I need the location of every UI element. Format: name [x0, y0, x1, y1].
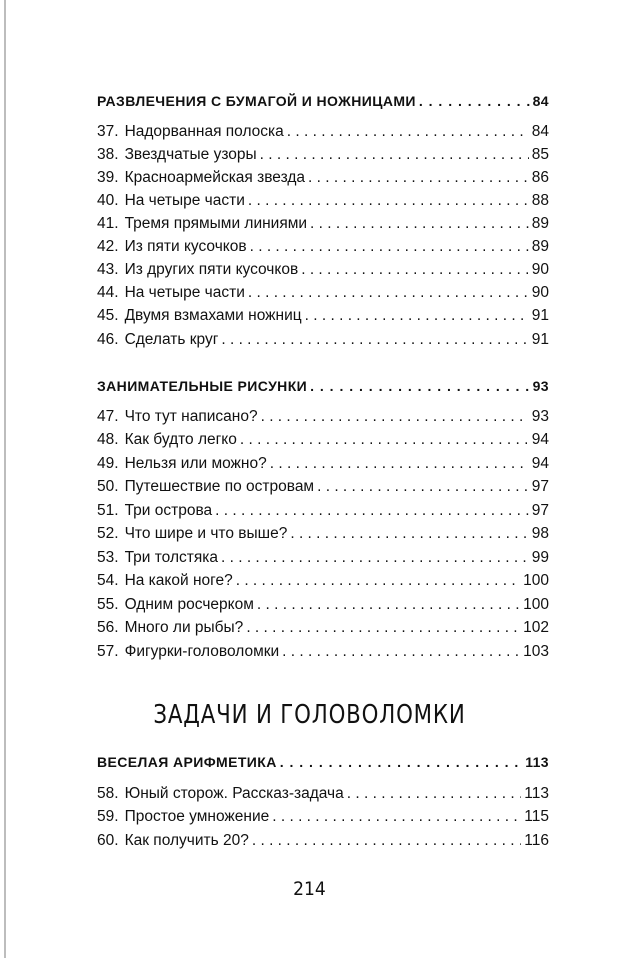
- leader-dots: [280, 753, 522, 771]
- page-number: 214: [293, 878, 326, 900]
- toc-entry[interactable]: [97, 211, 549, 233]
- entry-title: Нельзя или можно?: [124, 455, 267, 472]
- entry-number: 37.: [97, 123, 119, 140]
- leader-dots: [246, 619, 520, 637]
- toc-entry[interactable]: [97, 474, 549, 496]
- entry-page: 98: [531, 525, 549, 542]
- entry-title: Путешествие по островам: [124, 478, 315, 495]
- entry-title: Много ли рыбы?: [124, 619, 244, 636]
- entry-page: 91: [531, 331, 549, 348]
- entry-number: 42.: [97, 238, 119, 255]
- entry-number: 57.: [97, 643, 119, 660]
- section-title: ЗАНИМАТЕЛЬНЫЕ РИСУНКИ: [97, 378, 308, 394]
- entry-number: 41.: [97, 215, 119, 232]
- section-title: РАЗВЛЕЧЕНИЯ С БУМАГОЙ И НОЖНИЦАМИ: [97, 93, 416, 109]
- leader-dots: [270, 455, 529, 473]
- toc-entry[interactable]: [97, 615, 549, 637]
- entry-page: 113: [524, 785, 549, 802]
- entry-number: 53.: [97, 549, 119, 566]
- entry-page: 86: [531, 169, 549, 186]
- leader-dots: [419, 92, 530, 110]
- leader-dots: [215, 502, 529, 520]
- leader-dots: [257, 596, 520, 614]
- leader-dots: [272, 808, 521, 826]
- entry-title: Три толстяка: [124, 549, 218, 566]
- entry-title: Простое умножение: [124, 808, 270, 825]
- leader-dots: [290, 525, 528, 543]
- leader-dots: [308, 169, 529, 187]
- entry-page: 103: [523, 643, 549, 660]
- entry-page: 89: [531, 215, 549, 232]
- leader-dots: [287, 123, 529, 141]
- leader-dots: [301, 261, 529, 279]
- leader-dots: [250, 238, 529, 256]
- entry-page: 88: [531, 192, 549, 209]
- entry-title: Сделать круг: [124, 331, 219, 348]
- toc-entry[interactable]: [97, 234, 549, 256]
- entry-number: 47.: [97, 408, 119, 425]
- entry-number: 43.: [97, 261, 119, 278]
- toc-section-heading[interactable]: [97, 373, 549, 395]
- part-title: ЗАДАЧИ И ГОЛОВОЛОМКИ: [153, 700, 466, 730]
- leader-dots: [221, 331, 528, 349]
- section-title: ВЕСЕЛАЯ АРИФМЕТИКА: [97, 754, 277, 770]
- entry-title: Юный сторож. Рассказ-задача: [124, 785, 344, 802]
- entry-number: 40.: [97, 192, 119, 209]
- entry-title: Что шире и что выше?: [124, 525, 288, 542]
- toc-entry[interactable]: [97, 427, 549, 449]
- leader-dots: [221, 549, 529, 567]
- leader-dots: [240, 431, 529, 449]
- entry-number: 52.: [97, 525, 119, 542]
- entry-page: 89: [531, 238, 549, 255]
- toc-entry[interactable]: [97, 568, 549, 590]
- entry-page: 115: [524, 808, 549, 825]
- toc-entry[interactable]: [97, 828, 549, 850]
- entry-page: 93: [531, 408, 549, 425]
- toc-entry[interactable]: [97, 142, 549, 164]
- entry-title: Фигурки-головоломки: [124, 643, 280, 660]
- toc-entry[interactable]: [97, 639, 549, 661]
- toc-entry[interactable]: [97, 781, 549, 803]
- entry-number: 56.: [97, 619, 119, 636]
- leader-dots: [248, 284, 529, 302]
- entry-page: 102: [523, 619, 549, 636]
- entry-title: Как будто легко: [124, 431, 237, 448]
- entry-page: 100: [523, 572, 549, 589]
- entry-page: 94: [531, 431, 549, 448]
- leader-dots: [236, 572, 520, 590]
- toc-entry[interactable]: [97, 545, 549, 567]
- toc-entry[interactable]: [97, 498, 549, 520]
- toc-entry[interactable]: [97, 280, 549, 302]
- leader-dots: [347, 785, 522, 803]
- entry-page: 84: [531, 123, 549, 140]
- section-page: 93: [532, 378, 549, 394]
- toc-entry[interactable]: [97, 327, 549, 349]
- entry-page: 91: [531, 307, 549, 324]
- entry-number: 45.: [97, 307, 119, 324]
- entry-number: 60.: [97, 832, 119, 849]
- leader-dots: [310, 377, 530, 395]
- entry-number: 59.: [97, 808, 119, 825]
- entry-title: Надорванная полоска: [124, 123, 284, 140]
- entry-title: Тремя прямыми линиями: [124, 215, 308, 232]
- section-page: 113: [525, 754, 549, 770]
- entry-title: Из других пяти кусочков: [124, 261, 299, 278]
- entry-page: 97: [531, 502, 549, 519]
- entry-title: Красноармейская звезда: [124, 169, 306, 186]
- entry-page: 100: [523, 596, 549, 613]
- toc-entry[interactable]: [97, 592, 549, 614]
- toc-entry[interactable]: [97, 165, 549, 187]
- toc-entry[interactable]: [97, 404, 549, 426]
- entry-page: 116: [524, 832, 549, 849]
- toc-entry[interactable]: [97, 119, 549, 141]
- entry-number: 38.: [97, 146, 119, 163]
- toc-section-heading[interactable]: [97, 88, 549, 110]
- entry-title: Звездчатые узоры: [124, 146, 257, 163]
- leader-dots: [305, 307, 529, 325]
- entry-number: 54.: [97, 572, 119, 589]
- leader-dots: [261, 408, 529, 426]
- entry-title: На четыре части: [124, 192, 245, 209]
- toc-entry[interactable]: [97, 303, 549, 325]
- page-edge-line: [4, 0, 6, 958]
- entry-title: Три острова: [124, 502, 213, 519]
- entry-title: Двумя взмахами ножниц: [124, 307, 302, 324]
- leader-dots: [260, 146, 529, 164]
- entry-page: 85: [531, 146, 549, 163]
- entry-title: На четыре части: [124, 284, 245, 301]
- toc-entry[interactable]: [97, 521, 549, 543]
- entry-title: Что тут написано?: [124, 408, 258, 425]
- section-page: 84: [532, 93, 549, 109]
- entry-title: Из пяти кусочков: [124, 238, 247, 255]
- entry-page: 99: [531, 549, 549, 566]
- toc-entry[interactable]: [97, 257, 549, 279]
- entry-number: 44.: [97, 284, 119, 301]
- toc-entry[interactable]: [97, 188, 549, 210]
- leader-dots: [252, 832, 521, 850]
- entry-number: 46.: [97, 331, 119, 348]
- leader-dots: [310, 215, 529, 233]
- entry-number: 50.: [97, 478, 119, 495]
- entry-title: Одним росчерком: [124, 596, 254, 613]
- entry-number: 51.: [97, 502, 119, 519]
- entry-page: 94: [531, 455, 549, 472]
- entry-number: 49.: [97, 455, 119, 472]
- entry-number: 48.: [97, 431, 119, 448]
- toc-section-heading[interactable]: [97, 749, 549, 771]
- entry-page: 97: [531, 478, 549, 495]
- entry-title: На какой ноге?: [124, 572, 233, 589]
- entry-title: Как получить 20?: [124, 832, 249, 849]
- entry-number: 39.: [97, 169, 119, 186]
- leader-dots: [282, 643, 520, 661]
- leader-dots: [317, 478, 529, 496]
- leader-dots: [248, 192, 529, 210]
- entry-page: 90: [531, 261, 549, 278]
- entry-number: 58.: [97, 785, 119, 802]
- entry-number: 55.: [97, 596, 119, 613]
- toc-entry[interactable]: [97, 451, 549, 473]
- entry-page: 90: [531, 284, 549, 301]
- toc-entry[interactable]: [97, 804, 549, 826]
